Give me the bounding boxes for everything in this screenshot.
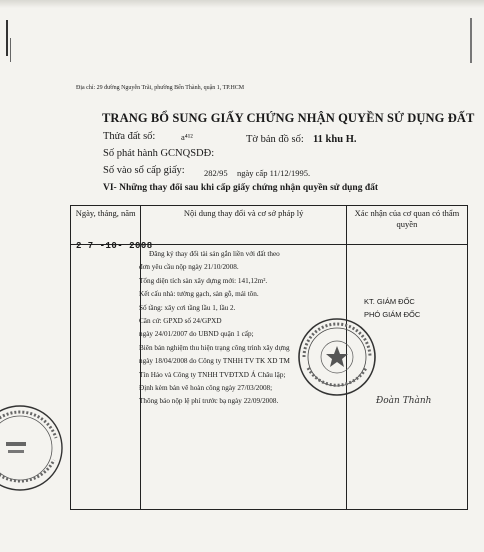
plot-number-value: a⁴¹²: [181, 132, 193, 142]
header-date: Ngày, tháng, năm: [71, 206, 141, 245]
issued-date: ngày cấp 11/12/1995.: [237, 168, 311, 178]
document-title: TRANG BỔ SUNG GIẤY CHỨNG NHẬN QUYỀN SỬ DỤNG ĐẤT: [102, 111, 475, 125]
content-line: Kết cấu nhà: tường gạch, sàn gỗ, mái tôn.: [139, 290, 259, 299]
content-line: Định kèm bản vẽ hoàn công ngày 27/03/2008;: [139, 384, 273, 393]
left-edge-seal-icon: [0, 398, 70, 498]
signatory-title: KT. GIÁM ĐỐC: [364, 297, 415, 306]
content-line: Thông báo nộp lệ phí trước bạ ngày 22/09/2008.: [139, 397, 279, 406]
scan-edge-mark: [6, 20, 8, 56]
change-date: 2 7 -10- 2008: [76, 241, 153, 251]
content-line: Biên bản nghiệm thu hiện trạng công trình xây dựng: [139, 343, 290, 352]
content-line: ngày 24/01/2007 do UBND quận 1 cấp;: [139, 330, 254, 339]
map-sheet-label: Tờ bản đồ số:: [246, 134, 304, 145]
content-line: Căn cứ: GPXD số 24/GPXD: [139, 317, 222, 326]
header-confirmation: Xác nhận của cơ quan có thẩm quyền: [346, 206, 467, 245]
official-seal-icon: [296, 316, 378, 398]
content-line: ngày 18/04/2008 do Công ty TNHH TV TK XD TM: [139, 357, 290, 366]
map-sheet-value: 11 khu H.: [313, 134, 357, 145]
content-line: Tổng diện tích sàn xây dựng mới: 141,12m².: [139, 276, 268, 285]
content-line: Đăng ký thay đổi tài sản gắn liền với đất theo: [149, 250, 280, 258]
register-number-value: 282/95: [204, 168, 228, 178]
signature: Đoàn Thành: [376, 396, 432, 406]
scan-top-border: [0, 0, 484, 8]
section-heading: VI- Những thay đổi sau khi cấp giấy chứng nhận quyền sử dụng đất: [103, 183, 379, 193]
content-line: Số tầng: xây cơi tầng lầu 1, lầu 2.: [139, 303, 236, 312]
content-line: Tín Hảo và Công ty TNHH TVĐTXD Á Châu lập;: [139, 370, 286, 379]
signatory-subtitle: PHÓ GIÁM ĐỐC: [364, 310, 421, 319]
scan-edge-mark-right: [470, 18, 472, 63]
issue-number-label: Số phát hành GCNQSDĐ:: [103, 148, 215, 159]
scan-edge-mark-2: [10, 38, 11, 62]
header-content: Nội dung thay đổi và cơ sở pháp lý: [141, 206, 347, 245]
content-line: đơn yêu cầu nộp ngày 21/10/2008.: [139, 263, 239, 272]
register-number-label: Số vào sổ cấp giấy:: [103, 165, 185, 176]
office-address: Địa chỉ: 29 đường Nguyễn Trãi, phường Bến Thành, quận 1, TP.HCM: [76, 85, 245, 91]
plot-number-label: Thửa đất số:: [103, 131, 156, 142]
date-cell: [71, 245, 141, 510]
